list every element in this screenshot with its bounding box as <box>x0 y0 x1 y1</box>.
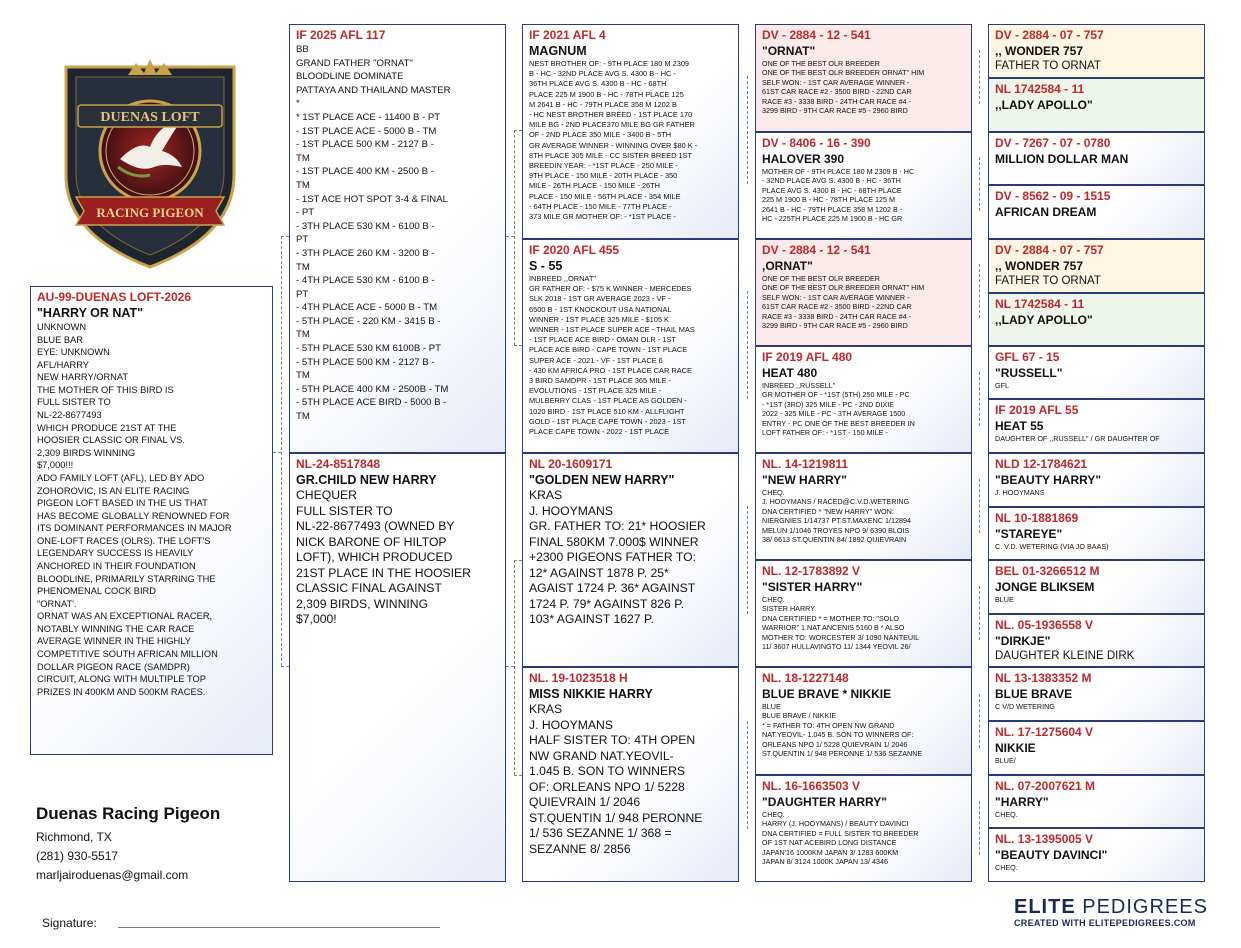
gen3-box[interactable] <box>755 775 972 882</box>
pigeon-details: ONE OF THE BEST OLR BREEDER ONE OF THE BEST OLR BREEDER ORNAT" HIM SELF WON: - 1ST CAR AVERAGE WINNER - 61ST CAR RACE #2 - 3500 BIRD - 22ND CAR RACE #3 - 3338 BIRD - 24TH CAR RACE #4 - 3299 BIRD - 9TH CAR RACE #5 - 2960 BIRD <box>762 59 925 116</box>
connector <box>514 560 522 561</box>
pigeon-details: GFL <box>995 381 1009 390</box>
pigeon-ring: DV - 2884 - 12 - 541 <box>762 28 871 42</box>
pigeon-name: HEAT 55 <box>995 419 1044 433</box>
gen3-box[interactable] <box>755 346 972 453</box>
pigeon-details: FATHER TO ORNAT <box>995 275 1101 287</box>
pigeon-ring: NL. 16-1663503 V <box>762 779 861 793</box>
pigeon-ring: NL. 05-1936558 V <box>995 618 1094 632</box>
pigeon-name: ,ORNAT" <box>762 259 813 273</box>
pigeon-name: ,,LADY APOLLO" <box>995 313 1093 327</box>
pigeon-ring: IF 2020 AFL 455 <box>529 243 620 257</box>
loft-phone: (281) 930-5517 <box>36 849 119 863</box>
signature-label: Signature: <box>42 916 97 930</box>
gen4-box[interactable] <box>988 560 1205 614</box>
brand-word1: ELITE <box>1014 896 1076 918</box>
gen4-box[interactable] <box>988 775 1205 828</box>
pigeon-name: "SISTER HARRY" <box>762 580 863 594</box>
gen4-box[interactable] <box>988 614 1205 667</box>
subject-name: "HARRY OR NAT" <box>37 306 144 320</box>
gen3-box[interactable] <box>755 667 972 775</box>
pigeon-ring: NL 1742584 - 11 <box>995 297 1085 311</box>
pigeon-details: KRAS J. HOOYMANS GR. FATHER TO: 21* HOOSIER FINAL 580KM 7.000$ WINNER +2300 PIGEONS FATHER TO: 12* AGAINST 1878 P. 25* AGAIST 1724 P. 36* AGAINST 1724 P. 79* AGAINST 826 P. 103* AGAINST 1627 P. <box>529 488 706 626</box>
pigeon-name: "DAUGHTER HARRY" <box>762 795 887 809</box>
gen4-box[interactable] <box>988 399 1205 453</box>
pigeon-ring: NL-24-8517848 <box>296 457 381 471</box>
gen4-box[interactable] <box>988 132 1205 185</box>
connector <box>514 130 515 345</box>
connector <box>506 236 514 237</box>
pigeon-ring: DV - 8562 - 09 - 1515 <box>995 189 1111 203</box>
loft-contact <box>36 803 220 885</box>
loft-email: marljairoduenas@gmail.com <box>36 868 189 882</box>
pigeon-details: BLUE/ <box>995 756 1016 765</box>
loft-logo <box>58 55 242 270</box>
pigeon-ring: NLD 12-1784621 <box>995 457 1088 471</box>
pigeon-details: DAUGHTER KLEINE DIRK <box>995 650 1135 662</box>
connector <box>747 76 748 184</box>
gen3-box[interactable] <box>755 24 972 132</box>
pigeon-details: KRAS J. HOOYMANS HALF SISTER TO: 4TH OPEN NW GRAND NAT.YEOVIL- 1.045 B. SON TO WINNERS OF: ORLEANS NPO 1/ 5228 QUIEVRAIN 1/ 2046 ST.QUENTIN 1/ 948 PERONNE 1/ 536 SEZANNE 1/ 368 = SEZANNE 8/ 2856 <box>529 702 703 856</box>
pigeon-details: BLUE <box>995 595 1014 604</box>
pigeon-details: C V/D WETERING <box>995 702 1055 711</box>
pigeon-details: NEST BROTHER OF: - 9TH PLACE 180 M 2309 B - HC - 32ND PLACE AVG S. 4300 B - HC - 36TH PLACE AVG S. 4300 B - HC - 68TH PLACE 225 M 1900 B - HC - 78TH PLACE 125 M 2641 B - HC - 79TH PLACE 358 M 1202 B - HC NEST BROTHER BREED - 1ST PLACE 170 MILE BG - 2ND PLACE370 MILE BG GR FATHER OF - 2ND PLACE 350 MILE - 3400 B - 5TH GR AVERAGE WINNER - WINNING OVER $80 K - 8TH PLACE 305 MILE - CC SISTER BREED 1ST BREEDIN YEAR: - *1ST PLACE - 250 MILE - 9TH PLACE - 150 MILE - 20TH PLACE - 350 MILE - 26TH PLACE - 150 MILE - 26TH PLACE - 150 MILE - 56TH PLACE - 354 MILE - 64TH PLACE - 150 MILE - 77TH PLACE - 373 MILE GR MOTHER OF: - *1ST PLACE - <box>529 59 698 222</box>
connector <box>281 236 289 237</box>
connector <box>514 775 522 776</box>
connector <box>979 694 980 748</box>
pigeon-ring: BEL 01-3266512 M <box>995 564 1100 578</box>
pigeon-details: INBREED ,,RUSSELL" GR MOTHER OF - *1ST (5TH) 250 MILE - PC - *1ST (3RD) 325 MILE - PC - 2ND DIXIE 2022 - 325 MILE - PC - 3TH AVERAGE 1500 ENTRY - PC ONE OF THE BEST BREEDER IN LOFT FATHER OF: - *1ST - 150 MILE - <box>762 381 915 438</box>
connector <box>514 130 522 131</box>
gen3-box[interactable] <box>755 239 972 346</box>
pigeon-ring: NL 10-1881869 <box>995 511 1079 525</box>
gen4-box[interactable] <box>988 185 1205 239</box>
connector <box>273 452 281 453</box>
gen2-box[interactable] <box>522 453 739 667</box>
pigeon-name: MILLION DOLLAR MAN <box>995 152 1129 166</box>
pigeon-ring: IF 2025 AFL 117 <box>296 28 386 42</box>
connector <box>979 264 980 318</box>
pigeon-ring: IF 2019 AFL 55 <box>995 403 1079 417</box>
pigeon-name: BLUE BRAVE * NIKKIE <box>762 687 892 701</box>
loft-city: Richmond, TX <box>36 830 112 844</box>
connector <box>506 666 514 667</box>
logo-top-text: DUENAS LOFT <box>100 110 200 125</box>
brand-tagline: CREATED WITH ELITEPEDIGREES.COM <box>1014 918 1196 928</box>
pigeon-ring: NL. 12-1783892 V <box>762 564 861 578</box>
connector <box>747 506 748 614</box>
gen3-box[interactable] <box>755 132 972 239</box>
pigeon-ring: IF 2021 AFL 4 <box>529 28 606 42</box>
pigeon-details: DAUGHTER OF ,,RUSSELL" / GR DAUGHTER OF <box>995 434 1160 443</box>
pigeon-name: "RUSSELL" <box>995 366 1063 380</box>
pigeon-name: "STAREYE" <box>995 527 1063 541</box>
pigeon-ring: NL. 17-1275604 V <box>995 725 1094 739</box>
pigeon-name: "BEAUTY HARRY" <box>995 473 1102 487</box>
pigeon-ring: NL. 18-1227148 <box>762 671 849 685</box>
elite-pedigrees-brand <box>1014 896 1214 928</box>
subject-details: UNKNOWN BLUE BAR EYE: UNKNOWN AFL/HARRY NEW HARRY/ORNAT THE MOTHER OF THIS BIRD IS FULL SISTER TO NL-22-8677493 WHICH PRODUCE 21ST AT THE HOOSIER CLASSIC OR FINAL VS. 2,309 BIRDS WINNING $7,000!!! ADO FAMILY LOFT (AFL), LED BY ADO ZOHOROVIC, IS AN ELITE RACING PIGEON LOFT BASED IN THE US THAT HAS BECOME GLOBALLY RENOWNED FOR ITS DOMINANT PERFORMANCES IN MAJOR ONE-LOFT RACES (OLRS). THE LOFT'S LEGENDARY SUCCESS IS HEAVILY ANCHORED IN THEIR FOUNDATION BLOODLINE, PRIMARILY STARRING THE PHENOMENAL COCK BIRD "ORNAT'. ORNAT WAS AN EXCEPTIONAL RACER, NOTABLY WINNING THE CAR RACE AVERAGE WINNER IN THE HIGHLY COMPETITIVE SOUTH AFRICAN MILLION DOLLAR PIGEON RACE (SAMDPR) CIRCUIT, ALONG WITH MULTIPLE TOP PRIZES IN 400KM AND 500KM RACES. <box>37 322 232 697</box>
pigeon-ring: DV - 7267 - 07 - 0780 <box>995 136 1111 150</box>
pigeon-name: HEAT 480 <box>762 366 818 380</box>
connector <box>281 236 282 666</box>
pigeon-name: ,,LADY APOLLO" <box>995 98 1093 112</box>
pigeon-name: JONGE BLIKSEM <box>995 580 1095 594</box>
pigeon-details: CHEQ. J. HOOYMANS / RACED@C.V.D.WETERING DNA CERTIFIED * "NEW HARRY" WON: NIERGNIES 1/14737 PT.ST.MAXENC 1/12894 MELUN 1/1046 TROYES NPO 9/ 6390 BLOIS 38/ 6613 ST.QUENTIN 84/ 1892 QUIEVRAIN <box>762 488 912 545</box>
pigeon-name: "GOLDEN NEW HARRY" <box>529 473 675 487</box>
gen2-box[interactable] <box>522 667 739 882</box>
pigeon-details: INBREED ,,ORNAT" GR FATHER OF: - $75 K WINNER - MERCEDES SLK 2018 - 1ST GR AVERAGE 2023 - VF - 6500 B - 1ST KNOCKOUT USA NATIONAL WINNER - 1ST PLACE 325 MILE - $105 K WINNER - 1ST PLACE SUPER ACE - THAIL MAS - 1ST PLACE ACE BIRD - OMAN OLR - 1ST PLACE ACE BIRD - CAPE TOWN - 1ST PLACE SUPER ACE - 2021 - VF - 1ST PLACE 6 - 430 KM AFRICA PRO - 1ST PLACE CAR RACE 3 BIRD SAMDPR - 1ST PLACE 365 MILE - EVOLUTIONS - 1ST PLACE 325 MILE - MULBERRY CLAS - 1ST PLACE AS GOLDEN - 1020 BIRD - 1ST PLACE 510 KM - ALLFLIGHT GOLD - 1ST PLACE CAPE TOWN - 2023 - 1ST PLACE CAPE TOWN - 2022 - 1ST PLACE <box>529 274 695 437</box>
pigeon-details: CHEQ. <box>995 863 1018 872</box>
subject-box[interactable] <box>30 286 273 755</box>
pigeon-ring: NL. 14-1219811 <box>762 457 849 471</box>
pigeon-details: BLUE BLUE BRAVE / NIKKIE * = FATHER TO: 4TH OPEN NW GRAND NAT.YEOVIL- 1.045 B. SON TO WINNERS OF: ORLEANS NPO 1/ 5228 QUIEVRAIN 1/ 2046 ST.QUENTIN 1/ 948 PERONNE 1/ 536 SEZANNE <box>762 702 923 759</box>
gen4-box[interactable] <box>988 507 1205 560</box>
gen3-box[interactable] <box>755 453 972 560</box>
connector <box>979 479 980 533</box>
gen4-box[interactable] <box>988 828 1205 882</box>
pigeon-name: S - 55 <box>529 259 563 273</box>
pigeon-name: AFRICAN DREAM <box>995 205 1097 219</box>
pigeon-name: "BEAUTY DAVINCI" <box>995 848 1108 862</box>
pigeon-ring: GFL 67 - 15 <box>995 350 1060 364</box>
pigeon-ring: DV - 2884 - 07 - 757 <box>995 28 1104 42</box>
pigeon-name: ,, WONDER 757 <box>995 259 1084 273</box>
connector <box>514 345 522 346</box>
pigeon-name: NIKKIE <box>995 741 1036 755</box>
connector <box>979 586 980 640</box>
pigeon-details: J. HOOYMANS <box>995 488 1045 497</box>
pigeon-ring: NL. 07-2007621 M <box>995 779 1096 793</box>
gen4-box[interactable] <box>988 346 1205 399</box>
pigeon-details: BB GRAND FATHER "ORNAT" BLOODLINE DOMINATE PATTAYA AND THAILAND MASTER * * 1ST PLACE ACE - 11400 B - PT - 1ST PLACE ACE - 5000 B - TM - 1ST PLACE 500 KM - 2127 B - TM - 1ST PLACE 400 KM - 2500 B - TM - 1ST ACE HOT SPOT 3-4 & FINAL - PT - 3TH PLACE 530 KM - 6100 B - PT - 3TH PLACE 260 KM - 3200 B - TM - 4TH PLACE 530 KM - 6100 B - PT - 4TH PLACE ACE - 5000 B - TM - 5TH PLACE - 220 KM - 3415 B - TM - 5TH PLACE 530 KM 6100B - PT - 5TH PLACE 500 KM - 2127 B - TM - 5TH PLACE 400 KM - 2500B - TM - 5TH PLACE ACE BIRD - 5000 B - TM <box>296 44 451 423</box>
pigeon-details: MOTHER OF - 9TH PLACE 180 M 2309 B - HC - 32ND PLACE AVG S. 4300 B - HC - 36TH PLACE AVG S. 4300 B - HC - 68TH PLACE 225 M 1900 B - HC - 78TH PLACE 125 M 2641 B - HC - 79TH PLACE 358 M 1202 B - HC - 225TH PLACE 225 M 1900 B - HC GR <box>762 167 915 224</box>
gen2-box[interactable] <box>522 239 739 453</box>
pigeon-name: GR.CHILD NEW HARRY <box>296 473 437 487</box>
pigeon-ring: IF 2019 AFL 480 <box>762 350 853 364</box>
pigeon-ring: NL. 13-1395005 V <box>995 832 1094 846</box>
pigeon-name: MISS NIKKIE HARRY <box>529 687 653 701</box>
pigeon-ring: NL. 19-1023518 H <box>529 671 628 685</box>
brand-word2: PEDIGREES <box>1082 896 1208 918</box>
dam-box[interactable] <box>289 453 506 882</box>
pigeon-details: CHEQ. <box>995 810 1018 819</box>
pigeon-name: "HARRY" <box>995 795 1049 809</box>
pigeon-ring: DV - 2884 - 07 - 757 <box>995 243 1104 257</box>
gen4-box[interactable] <box>988 293 1205 346</box>
gen2-box[interactable] <box>522 24 739 239</box>
pigeon-name: HALOVER 390 <box>762 152 845 166</box>
logo-banner-text: RACING PIGEON <box>96 205 204 220</box>
gen4-box[interactable] <box>988 78 1205 132</box>
pigeon-name: BLUE BRAVE <box>995 687 1073 701</box>
pigeon-details: CHEQ. HARRY (J. HOOYMANS) / BEAUTY DAVINCI DNA CERTIFIED = FULL SISTER TO BREEDER OF 1ST NAT ACEBIRD LONG DISTANCE JAPAN'16 1000KM JAPAN 3/ 1283 600KM JAPAN 8/ 3124 1000K JAPAN 13/ 4346 <box>762 810 919 867</box>
pigeon-ring: DV - 2884 - 12 - 541 <box>762 243 871 257</box>
pigeon-details: FATHER TO ORNAT <box>995 60 1101 72</box>
subject-ring: AU-99-DUENAS LOFT-2026 <box>37 290 192 304</box>
gen3-box[interactable] <box>755 560 972 667</box>
gen4-box[interactable] <box>988 721 1205 775</box>
gen4-box[interactable] <box>988 453 1205 507</box>
signature-line <box>118 927 440 928</box>
connector <box>979 801 980 855</box>
pigeon-name: "NEW HARRY" <box>762 473 847 487</box>
pigeon-details: C. V.D. WETERING (VIA JO BAAS) <box>995 542 1109 551</box>
pigeon-name: MAGNUM <box>529 44 587 58</box>
connector <box>979 50 980 104</box>
connector <box>979 372 980 426</box>
sire-box[interactable] <box>289 24 506 453</box>
gen4-box[interactable] <box>988 24 1205 78</box>
connector <box>514 560 515 775</box>
connector <box>747 721 748 829</box>
loft-name: Duenas Racing Pigeon <box>36 804 221 823</box>
pigeon-details: ONE OF THE BEST OLR BREEDER ONE OF THE BEST OLR BREEDER ORNAT" HIM SELF WON: - 1ST CAR AVERAGE WINNER - 61ST CAR RACE #2 - 3500 BIRD - 22ND CAR RACE #3 - 3338 BIRD - 24TH CAR RACE #4 - 3299 BIRD - 9TH CAR RACE #5 - 2960 BIRD <box>762 274 925 331</box>
connector <box>281 666 289 667</box>
pigeon-ring: DV - 8406 - 16 - 390 <box>762 136 871 150</box>
connector <box>747 291 748 399</box>
pigeon-name: "DIRKJE" <box>995 634 1051 648</box>
gen4-box[interactable] <box>988 239 1205 293</box>
connector <box>979 157 980 211</box>
pigeon-details: CHEQUER FULL SISTER TO NL-22-8677493 (OWNED BY NICK BARONE OF HILTOP LOFT), WHICH PRODUCED 21ST PLACE IN THE HOOSIER CLASSIC FINAL AGAINST 2,309 BIRDS, WINNING $7,000! <box>296 488 471 626</box>
pigeon-ring: NL 13-1383352 M <box>995 671 1092 685</box>
pigeon-name: "ORNAT" <box>762 44 816 58</box>
pigeon-name: ,, WONDER 757 <box>995 44 1084 58</box>
pigeon-ring: NL 1742584 - 11 <box>995 82 1085 96</box>
pigeon-ring: NL 20-1609171 <box>529 457 613 471</box>
pigeon-details: CHEQ. SISTER HARRY DNA CERTIFIED * = MOTHER TO: "SOLO WARRIOR" 1.NAT.ANCENIS 5160 B * ALSO MOTHER TO: WORCESTER 3/ 1090 NANTEUIL 11/ 3607 HULLAVINGTO 11/ 1344 YEOVIL 26/ <box>762 595 920 652</box>
gen4-box[interactable] <box>988 667 1205 721</box>
